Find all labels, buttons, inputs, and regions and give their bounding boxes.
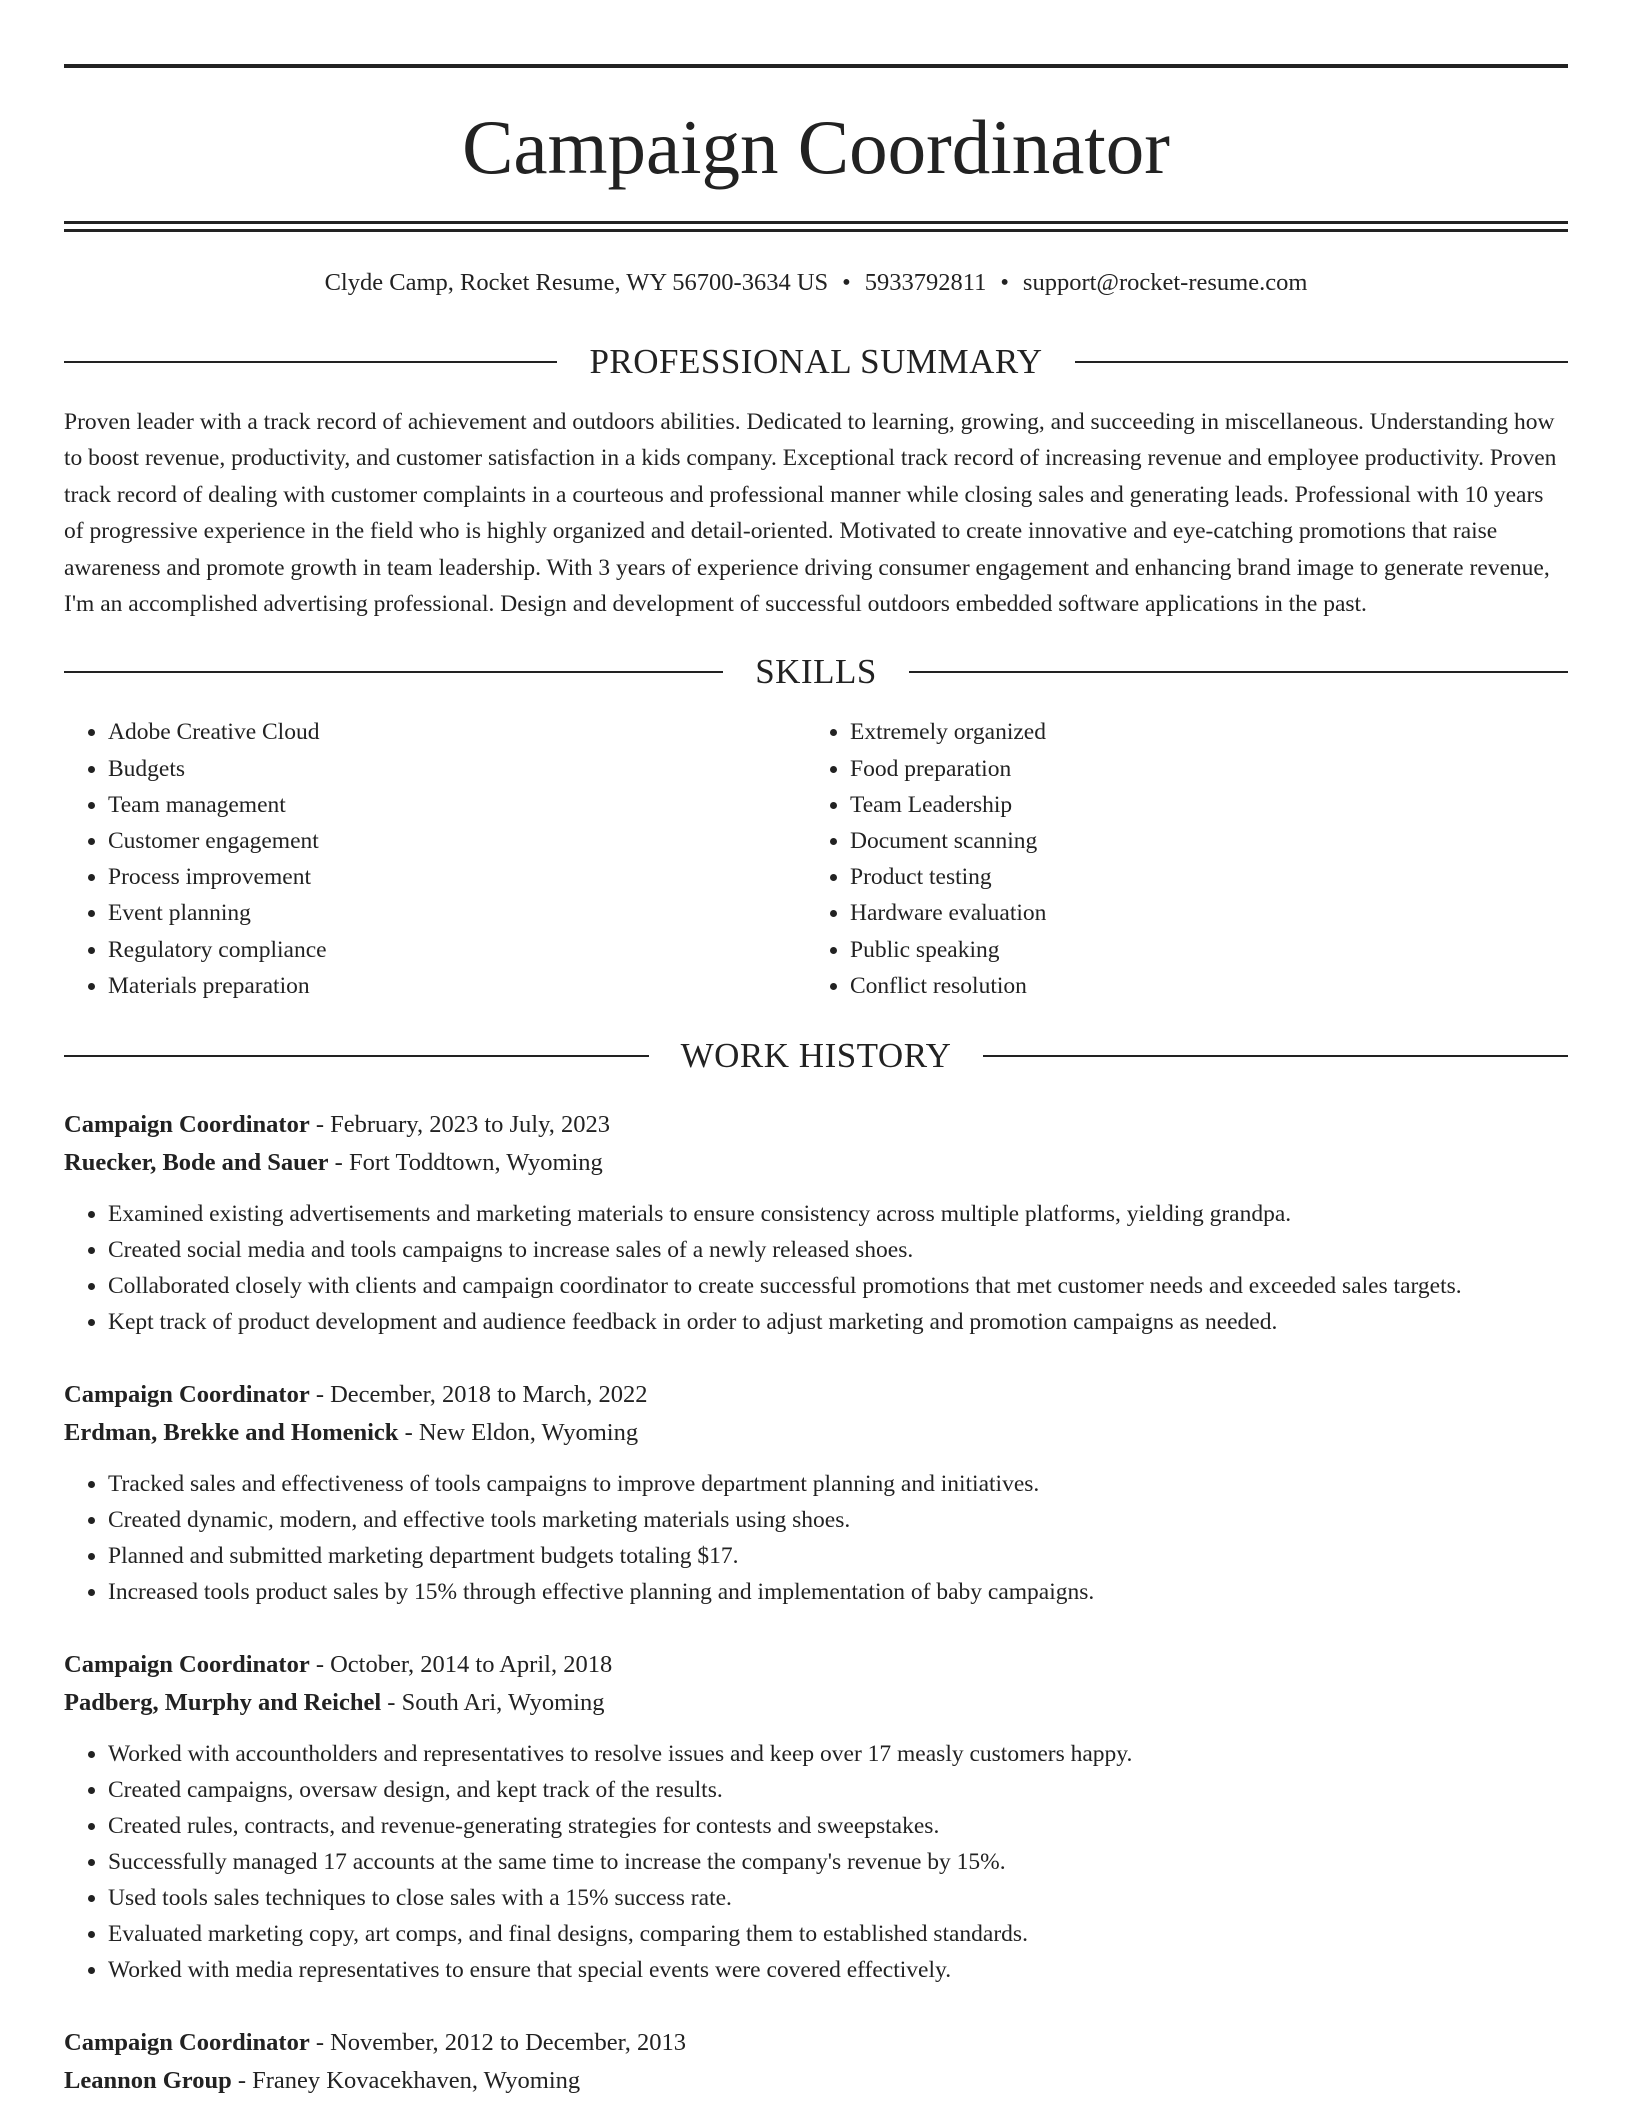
contact-separator: • (1000, 269, 1009, 296)
summary-text: Proven leader with a track record of achievement and outdoors abilities. Dedicated to learning, growing, and succeeding in miscellaneous. Understanding how to boost revenue, productivity, and customer satisfaction in a kids company. Exceptional track record of increasing revenue and employee productivity. Proven track record of dealing with customer complaints in a courteous and professional manner while closing sales and generating leads. Professional with 10 years of progressive experience in the field who is highly organized and detail-oriented. Motivated to create innovative and eye-catching promotions that raise awareness and promote growth in team leadership. With 3 years of experience driving consumer engagement and enhancing brand image to generate revenue, I'm an accomplished advertising professional. Design and development of successful outdoors embedded software applications in the past. (64, 409, 1557, 618)
job-bullet-list (64, 1736, 1568, 1988)
job-entry (64, 2024, 1568, 2100)
contact-address: Clyde Camp, Rocket Resume, WY 56700-3634 US (324, 269, 829, 296)
job-title: Campaign Coordinator (64, 1651, 310, 1679)
job-location: - South Ari, Wyoming (381, 1689, 605, 1717)
job-bullet-list (64, 1466, 1568, 1610)
contact-separator: • (842, 269, 851, 296)
job-dates: - December, 2018 to March, 2022 (309, 1381, 648, 1409)
job-bullet: • Created dynamic, modern, and effective tools marketing materials using shoes. (108, 1502, 1568, 1538)
job-company: Erdman, Brekke and Homenick (64, 1419, 399, 1447)
job-bullet: • Kept track of product development and audience feedback in order to adjust marketing and promotion campaigns as needed. (108, 1304, 1568, 1340)
skills-heading-label: SKILLS (755, 652, 877, 692)
job-company-line (64, 1684, 1568, 1722)
contact-email: support@rocket-resume.com (1022, 269, 1308, 296)
job-bullet: • Created rules, contracts, and revenue-generating strategies for contests and sweepstakes. (108, 1808, 1568, 1844)
summary-heading-label: PROFESSIONAL SUMMARY (589, 342, 1043, 381)
skill-item: • Event planning (108, 895, 806, 931)
job-title: Campaign Coordinator (64, 1381, 310, 1409)
heading-rule-left (64, 361, 557, 363)
contact-phone: 5933792811 (864, 269, 987, 296)
skills-list-right (806, 714, 1548, 1004)
heading-rule-right (909, 671, 1568, 673)
job-bullet: • Tracked sales and effectiveness of tools campaigns to improve department planning and initiatives. (108, 1466, 1568, 1502)
job-bullet: • Worked with media representatives to ensure that special events were covered effectively. (108, 1952, 1568, 1988)
skills-columns (64, 714, 1568, 1004)
job-bullet: • Used tools sales techniques to close sales with a 15% success rate. (108, 1880, 1568, 1916)
summary-heading (64, 340, 1568, 384)
skill-item: • Public speaking (850, 932, 1548, 968)
skill-item: • Hardware evaluation (850, 895, 1548, 931)
job-location: - Fort Toddtown, Wyoming (328, 1149, 603, 1177)
job-bullet: • Increased tools product sales by 15% through effective planning and implementation of baby campaigns. (108, 1574, 1568, 1610)
heading-rule-right (1075, 361, 1568, 363)
job-dates: - February, 2023 to July, 2023 (309, 1111, 611, 1139)
skill-item: • Product testing (850, 859, 1548, 895)
job-title: Campaign Coordinator (64, 1111, 310, 1139)
job-entry (64, 1646, 1568, 1988)
contact-line (64, 266, 1568, 300)
job-bullet: • Worked with accountholders and representatives to resolve issues and keep over 17 measly customers happy. (108, 1736, 1568, 1772)
job-bullet: • Collaborated closely with clients and campaign coordinator to create successful promotions that met customer needs and exceeded sales targets. (108, 1268, 1568, 1304)
skill-item: • Regulatory compliance (108, 932, 806, 968)
heading-rule-right (983, 1055, 1568, 1057)
job-dates: - October, 2014 to April, 2018 (309, 1651, 613, 1679)
job-company-line (64, 1414, 1568, 1452)
work-heading (64, 1034, 1568, 1078)
job-bullet: • Created social media and tools campaigns to increase sales of a newly released shoes. (108, 1232, 1568, 1268)
skill-item: • Materials preparation (108, 968, 806, 1004)
heading-rule-left (64, 671, 723, 673)
skill-item: • Team Leadership (850, 787, 1548, 823)
title-double-rule (64, 221, 1568, 232)
job-entry (64, 1106, 1568, 1340)
job-company: Leannon Group (64, 2067, 232, 2095)
skill-item: • Team management (108, 787, 806, 823)
job-bullet: • Planned and submitted marketing department budgets totaling $17. (108, 1538, 1568, 1574)
job-entry (64, 1376, 1568, 1610)
job-bullet-list (64, 1196, 1568, 1340)
skill-item: • Conflict resolution (850, 968, 1548, 1004)
job-dates: - November, 2012 to December, 2013 (309, 2029, 687, 2057)
skill-item: • Customer engagement (108, 823, 806, 859)
top-rule (64, 64, 1568, 68)
job-bullet: • Created campaigns, oversaw design, and kept track of the results. (108, 1772, 1568, 1808)
job-company-line (64, 2062, 1568, 2100)
skill-item: • Food preparation (850, 751, 1548, 787)
job-company-line (64, 1144, 1568, 1182)
job-title-line (64, 1106, 1568, 1144)
skill-item: • Adobe Creative Cloud (108, 714, 806, 750)
skill-item: • Process improvement (108, 859, 806, 895)
resume-title: Campaign Coordinator (462, 104, 1170, 190)
job-bullet: • Examined existing advertisements and marketing materials to ensure consistency across multiple platforms, yielding grandpa. (108, 1196, 1568, 1232)
skill-item: • Extremely organized (850, 714, 1548, 750)
skill-item: • Budgets (108, 751, 806, 787)
job-location: - New Eldon, Wyoming (398, 1419, 639, 1447)
skills-list-left (64, 714, 806, 1004)
job-title-line (64, 1646, 1568, 1684)
job-bullet: • Successfully managed 17 accounts at the same time to increase the company's revenue by 15%. (108, 1844, 1568, 1880)
work-history-list (64, 1106, 1568, 2100)
job-title-line (64, 2024, 1568, 2062)
skills-heading (64, 650, 1568, 694)
resume-page (64, 64, 1568, 2100)
job-bullet: • Evaluated marketing copy, art comps, and final designs, comparing them to established standards. (108, 1916, 1568, 1952)
job-location: - Franey Kovacekhaven, Wyoming (231, 2067, 581, 2095)
job-company: Ruecker, Bode and Sauer (64, 1149, 329, 1177)
job-company: Padberg, Murphy and Reichel (64, 1689, 382, 1717)
heading-rule-left (64, 1055, 649, 1057)
job-title: Campaign Coordinator (64, 2029, 310, 2057)
job-title-line (64, 1376, 1568, 1414)
work-heading-label: WORK HISTORY (680, 1036, 952, 1076)
skill-item: • Document scanning (850, 823, 1548, 859)
